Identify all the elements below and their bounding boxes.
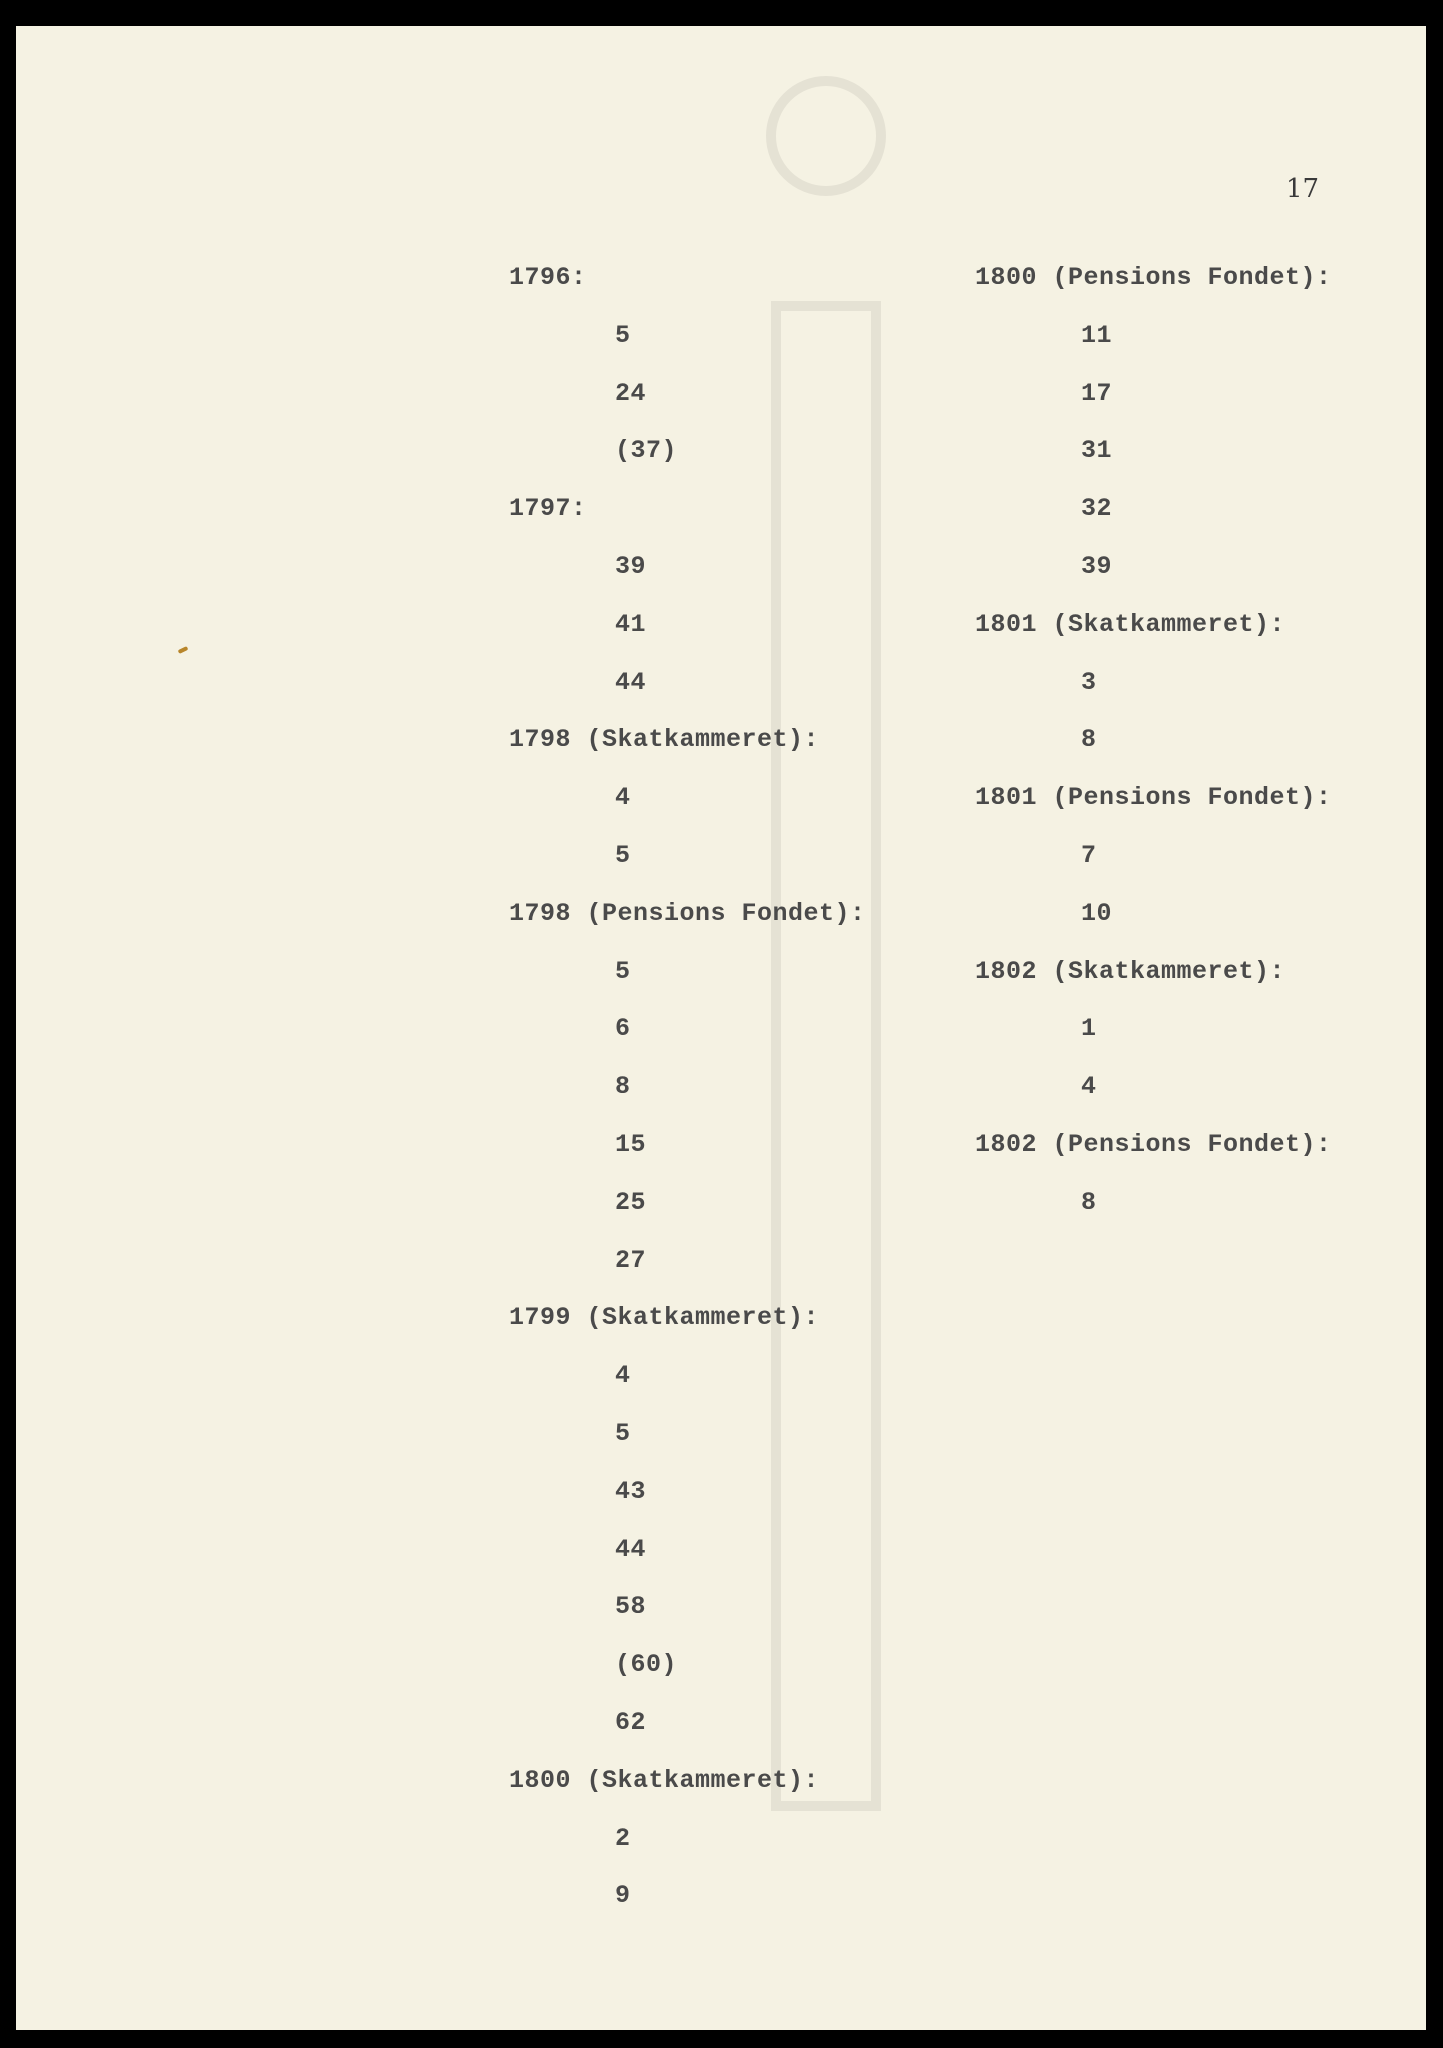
left-column [509,258,866,1934]
page-number: 17 [1286,174,1320,204]
entry-number: 4 [615,783,631,813]
section-heading: 1802 (Skatkammeret): [975,956,1286,986]
entry-number: 15 [615,1129,647,1159]
document-page [16,26,1426,2030]
entry-number: 4 [615,1361,631,1391]
section-heading: 1802 (Pensions Fondet): [975,1129,1332,1159]
section-heading: 1796: [509,263,587,292]
entry-number: 3 [1081,667,1097,697]
entry-number: 5 [615,956,631,986]
entry-number: 10 [1081,898,1113,928]
entry-number: 5 [615,320,631,350]
entry-number: 7 [1081,840,1097,870]
entry-number: 39 [615,551,647,581]
entry-number: 17 [1081,378,1113,408]
section-heading: 1801 (Pensions Fondet): [975,783,1332,813]
entry-number: 44 [615,667,647,697]
entry-number: 1 [1081,1014,1097,1044]
section-heading: 1801 (Skatkammeret): [975,609,1286,639]
entry-number: 11 [1081,320,1113,350]
entry-number: 39 [1081,551,1113,581]
entry-number: 43 [615,1476,647,1506]
section-heading: 1800 (Skatkammeret): [509,1765,820,1795]
entry-number: 58 [615,1592,647,1622]
entry-number: 9 [615,1881,631,1911]
section-heading: 1799 (Skatkammeret): [509,1303,820,1333]
entry-number: 2 [615,1823,631,1853]
entry-number: 25 [615,1187,647,1217]
entry-number: 8 [615,1072,631,1102]
section-heading: 1797: [509,494,587,524]
entry-number: 4 [1081,1072,1097,1102]
entry-number: (37) [615,436,678,466]
entry-number: 27 [615,1245,647,1275]
ink-speck [178,646,189,654]
section-heading: 1798 (Skatkammeret): [509,725,820,755]
entry-number: 62 [615,1707,647,1737]
entry-number: 32 [1081,494,1113,524]
entry-number: 31 [1081,436,1113,466]
section-heading: 1798 (Pensions Fondet): [509,898,866,928]
entry-number: 41 [615,609,647,639]
section-heading: 1800 (Pensions Fondet): [975,263,1332,292]
entry-number: 6 [615,1014,631,1044]
entry-number: (60) [615,1650,678,1680]
entry-number: 5 [615,1418,631,1448]
entry-number: 24 [615,378,647,408]
entry-number: 8 [1081,1187,1097,1217]
entry-number: 5 [615,840,631,870]
entry-number: 8 [1081,725,1097,755]
entry-number: 44 [615,1534,647,1564]
right-column [975,258,1332,1241]
